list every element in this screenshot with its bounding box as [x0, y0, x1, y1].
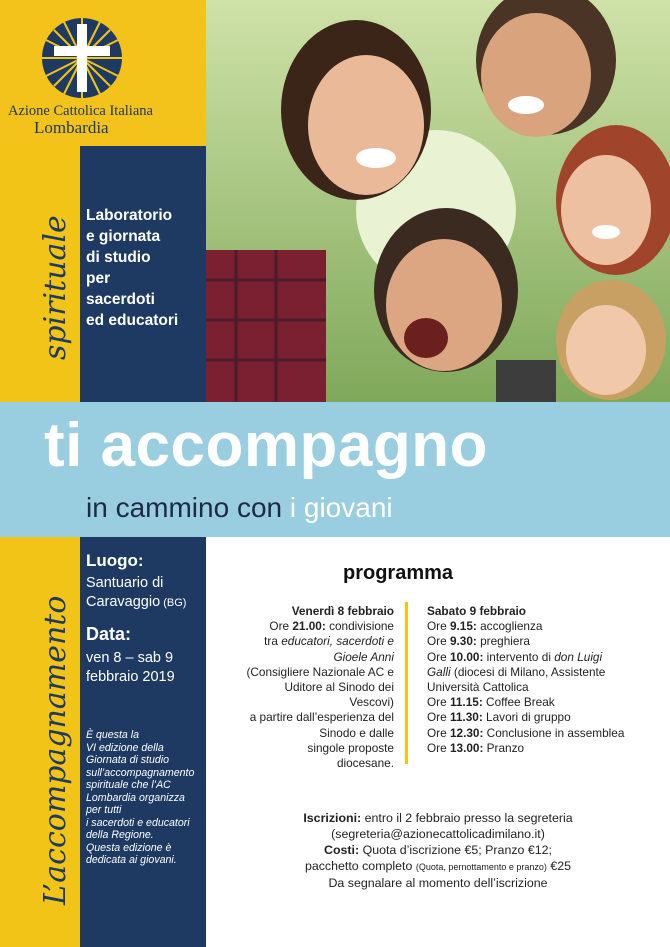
item-text: Conclusione in assemblea [483, 725, 625, 740]
item-time: 13.00: [449, 740, 484, 755]
item-time: 9.15: [449, 619, 477, 634]
registration-info [218, 810, 658, 891]
note-line: sull’accompagnamento [86, 766, 195, 779]
venerdi-line: diocesane. [336, 756, 394, 771]
item-text: preghiera [476, 634, 530, 649]
luogo-heading: Luogo: [86, 551, 144, 570]
ore-text: condivisione [325, 619, 394, 634]
note-line: i sacerdoti e educatori [86, 816, 190, 829]
intro-line: per [86, 270, 111, 287]
ore-time: 21.00: [292, 619, 326, 634]
venerdi-line: singole proposte [307, 740, 394, 755]
luogo-value [86, 574, 206, 613]
ore-prefix: Ore [269, 619, 293, 634]
registration-note: Da segnalare al momento dell’iscrizione [328, 876, 548, 890]
sabato-heading: Sabato 9 febbraio [427, 604, 526, 618]
schedule-item [427, 726, 649, 741]
iscrizioni-text: entro il 2 febbraio presso la segreteria [361, 811, 573, 825]
ore-prefix: Ore [427, 695, 450, 710]
schedule-item [427, 741, 649, 756]
schedule-item [427, 650, 649, 665]
edition-note [86, 729, 206, 867]
note-line: È questa la [86, 729, 140, 741]
vertical-word-spirituale: spirituale [38, 215, 73, 360]
schedule-item [427, 634, 649, 649]
ore-prefix: Ore [427, 710, 450, 725]
item-time: 10.00: [449, 649, 484, 664]
intro-line: di studio [86, 249, 151, 266]
note-line: Questa edizione è [86, 841, 172, 854]
venerdi-line: (Consigliere Nazionale AC e [246, 664, 394, 679]
data-line1: ven 8 – sab 9 [86, 650, 174, 666]
item-text: Lavori di gruppo [482, 710, 571, 725]
tra-text: tra [264, 634, 282, 649]
venerdi-heading: Venerdì 8 febbraio [291, 604, 394, 618]
item-time: 11.30: [449, 710, 483, 725]
logo-line1: Azione Cattolica Italiana [8, 103, 153, 119]
venerdi-line: Uditore al Sinodo dei [284, 680, 394, 695]
venerdi-line: a partire dall’esperienza del [249, 710, 394, 725]
group-photo-image [206, 0, 670, 402]
note-line: dedicata ai giovani. [86, 854, 177, 866]
luogo-line2: Caravaggio [86, 594, 161, 610]
iscrizioni-label: Iscrizioni: [303, 811, 362, 825]
pacchetto-price: €25 [546, 859, 572, 873]
item-time: 9.30: [449, 634, 477, 649]
schedule-item-cont [427, 665, 649, 680]
registration-email[interactable]: (segreteria@azionecattolicadimilano.it) [331, 827, 545, 841]
pacchetto-detail: (Quota, pernottamento e pranzo) [415, 862, 547, 872]
speaker-name: don Luigi [554, 649, 603, 664]
note-line: per tutti [86, 804, 122, 816]
intro-line: Laboratorio [86, 207, 173, 224]
ac-logo-icon [40, 16, 124, 100]
note-line: Lombardia organizza [86, 791, 185, 804]
costi-text: Quota d’iscrizione €5; Pranzo €12; [359, 843, 552, 857]
intro-line: e giornata [86, 228, 161, 245]
schedule-item [427, 710, 649, 725]
item-text: intervento di [483, 649, 555, 664]
intro-line: ed educatori [86, 312, 179, 329]
data-value [86, 649, 206, 687]
venerdi-schedule [230, 604, 394, 771]
ore-prefix: Ore [427, 619, 450, 634]
programma-title: programma [343, 562, 454, 584]
intro-text [86, 205, 204, 331]
note-line: Giornata di studio [86, 754, 170, 766]
intro-line: sacerdoti [86, 291, 155, 308]
note-line: della Regione. [86, 829, 154, 841]
data-line2: febbraio 2019 [86, 669, 175, 685]
venerdi-line: Vescovi) [349, 695, 394, 710]
ore-prefix: Ore [427, 634, 450, 649]
speaker-role-cont: Università Cattolica [427, 680, 529, 695]
costi-label: Costi: [324, 843, 360, 857]
ore-prefix: Ore [427, 725, 450, 740]
item-text: accoglienza [476, 619, 543, 634]
item-text: Pranzo [483, 740, 525, 755]
note-line: spirituale che l’AC [86, 779, 171, 791]
luogo-province: (BG) [160, 597, 187, 609]
item-time: 12.30: [449, 725, 484, 740]
speaker-name: Gioele Anni [333, 649, 394, 664]
subtitle [86, 492, 393, 524]
item-time: 11.15: [449, 695, 483, 710]
tra-italic: educatori, sacerdoti e [281, 634, 394, 649]
subtitle-main: in cammino con [86, 492, 290, 523]
program-divider [405, 602, 408, 764]
item-text: Coffee Break [482, 695, 555, 710]
schedule-item [427, 695, 649, 710]
main-title: ti accompagno [44, 411, 489, 480]
group-photo [206, 0, 670, 402]
subtitle-highlight: i giovani [289, 492, 393, 523]
luogo-line1: Santuario di [86, 575, 164, 591]
venerdi-line: Sinodo e dalle [319, 725, 394, 740]
speaker-role: (diocesi di Milano, Assistente [450, 664, 606, 679]
vertical-word-accompagnamento: L’accompagnamento [38, 595, 73, 905]
data-heading: Data: [86, 624, 132, 644]
logo-line2: Lombardia [34, 118, 109, 137]
sabato-schedule [427, 604, 649, 756]
note-line: VI edizione della [86, 741, 164, 754]
logo-block [0, 0, 206, 146]
speaker-surname: Galli [427, 664, 451, 679]
ore-prefix: Ore [427, 649, 450, 664]
schedule-item [427, 619, 649, 634]
pacchetto-text: pacchetto completo [304, 859, 416, 873]
ore-prefix: Ore [427, 740, 450, 755]
